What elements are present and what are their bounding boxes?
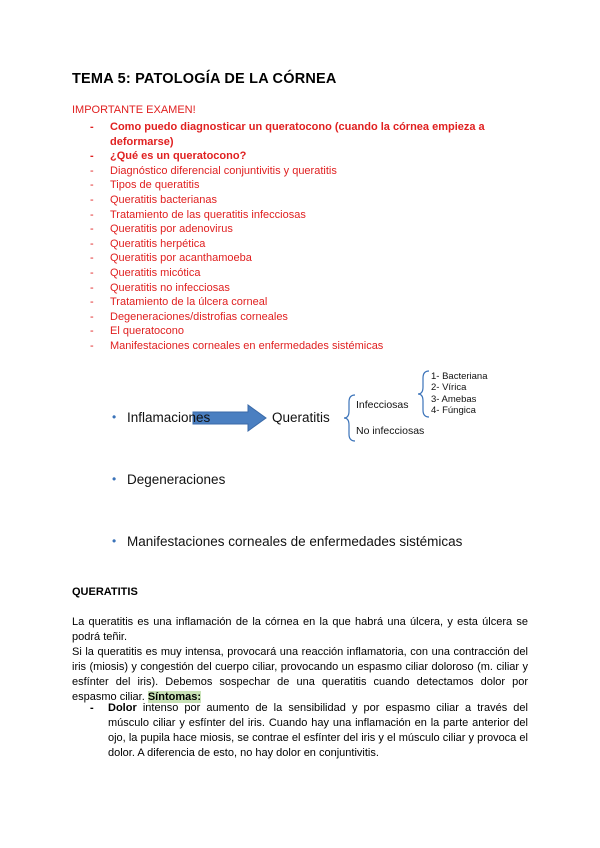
queratitis-label: Queratitis bbox=[272, 410, 330, 425]
degeneraciones-label: Degeneraciones bbox=[127, 472, 226, 487]
brace-icon bbox=[418, 371, 429, 417]
no-infecciosas-label: No infecciosas bbox=[356, 425, 425, 437]
exam-topic-item: - Queratitis por acanthamoeba bbox=[90, 251, 530, 266]
section-heading: QUERATITIS bbox=[72, 586, 138, 598]
paragraph-intensity bbox=[72, 645, 528, 705]
exam-topic-item: - Queratitis herpética bbox=[90, 237, 530, 252]
exam-topic-item: - Queratitis micótica bbox=[90, 266, 530, 281]
exam-topic-item: - Queratitis bacterianas bbox=[90, 193, 530, 208]
infection-type-item: 2- Vírica bbox=[431, 382, 467, 394]
exam-topic-item: - Tratamiento de la úlcera corneal bbox=[90, 295, 530, 310]
infection-type-item: 4- Fúngica bbox=[431, 405, 476, 417]
dolor-text: intenso por aumento de la sensibilidad y por espasmo ciliar a través del músculo ciliar y esfínter del iris. Cuando hay una inflamación en la parte anterior del ojo, la pupila hace miosis, se contrae el esfínter del iris y el músculo ciliar y provoca el dolor. A diferencia de esto, no hay dolor en conjuntivitis. bbox=[108, 702, 528, 759]
exam-topic-item: - Diagnóstico diferencial conjuntivitis y queratitis bbox=[90, 164, 530, 179]
inflamaciones-label: Inflamaciones bbox=[127, 410, 211, 425]
exam-topic-item: - Como puedo diagnosticar un queratocono (cuando la córnea empieza a deformarse) bbox=[90, 120, 530, 149]
infection-types-list bbox=[431, 371, 488, 417]
brace-icon bbox=[344, 395, 355, 441]
infecciosas-label: Infecciosas bbox=[356, 399, 409, 411]
page-title: TEMA 5: PATOLOGÍA DE LA CÓRNEA bbox=[72, 71, 337, 87]
infection-type-item: 3- Amebas bbox=[431, 393, 477, 405]
paragraph-intensity-text: Si la queratitis es muy intensa, provocará una reacción inflamatoria, con una contracción del iris (miosis) y congestión del cuerpo ciliar, provocando un espasmo ciliar doloroso (m. ciliar y esfínter del iris). Debemos sospechar de una queratitis cuando detectamos dolor por espasmo ciliar. bbox=[72, 646, 528, 703]
exam-topic-item: - Queratitis por adenovirus bbox=[90, 222, 530, 237]
infection-type-item: 1- Bacteriana bbox=[431, 371, 488, 382]
manifestaciones-label: Manifestaciones corneales de enfermedades sistémicas bbox=[127, 534, 463, 549]
exam-topic-item: - El queratocono bbox=[90, 324, 530, 339]
exam-topic-item: - Manifestaciones corneales en enfermedades sistémicas bbox=[90, 339, 530, 354]
exam-topic-item: - Degeneraciones/distrofias corneales bbox=[90, 310, 530, 325]
list-item bbox=[90, 701, 528, 761]
important-label: IMPORTANTE EXAMEN! bbox=[72, 104, 196, 116]
exam-topic-item: - ¿Qué es un queratocono? bbox=[90, 149, 530, 164]
bullet-icon: • bbox=[112, 410, 117, 424]
sintomas-highlight: Síntomas: bbox=[147, 691, 202, 703]
bullet-icon: • bbox=[112, 534, 117, 548]
exam-topic-item: - Queratitis no infecciosas bbox=[90, 281, 530, 296]
exam-topic-item: - Tipos de queratitis bbox=[90, 178, 530, 193]
paragraph-definition: La queratitis es una inflamación de la córnea en la que habrá una úlcera, y esta úlcera se podrá teñir. bbox=[72, 616, 528, 643]
dolor-label: Dolor bbox=[108, 702, 137, 714]
bullet-icon: • bbox=[112, 472, 117, 486]
exam-topic-item: - Tratamiento de las queratitis infecciosas bbox=[90, 208, 530, 223]
symptoms-list bbox=[90, 701, 528, 761]
